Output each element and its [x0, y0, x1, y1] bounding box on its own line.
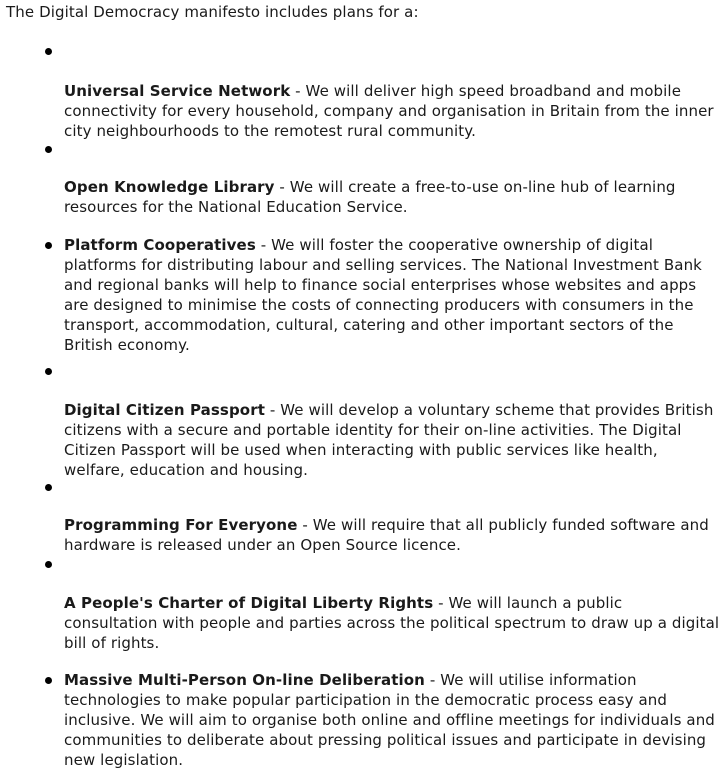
item-description: We will deliver high speed broadband and mobile connectivity for every household, company and organisation in Britain from the inner city neighbourhoods to the remotest rural community. — [64, 82, 714, 140]
item-name: Platform Cooperatives — [64, 236, 256, 254]
item-name: A People's Charter of Digital Liberty Rights — [64, 594, 434, 612]
bullet-icon — [45, 368, 52, 375]
item-description: We will develop a voluntary scheme that provides British citizens with a secure and portable identity for their on-line activities. The Digital Citizen Passport will be used when interacting with public services like health, welfare, education and housing. — [64, 401, 714, 479]
bullet-icon — [45, 561, 52, 568]
bullet-icon — [45, 48, 52, 55]
item-separator: - — [424, 671, 441, 689]
item-separator: - — [433, 594, 449, 612]
list-item — [64, 670, 720, 770]
item-description: We will launch a public consultation with people and parties across the political spectrum to draw up a digital bill of rights. — [64, 594, 720, 652]
item-description: We will create a free-to-use on-line hub of learning resources for the National Education Service. — [64, 178, 676, 216]
bullet-icon — [45, 242, 52, 249]
item-name: Massive Multi-Person On-line Deliberation — [64, 671, 425, 689]
item-description: We will foster the cooperative ownership of digital platforms for distributing labour and selling services. The National Investment Bank and regional banks will help to finance social enterprises whose websites and apps are designed to minimise the costs of connecting producers with consumers in the transport, accommodation, cultural, catering and other important sectors of the British economy. — [64, 236, 702, 354]
item-name: Programming For Everyone — [64, 516, 298, 534]
list-item — [64, 515, 720, 555]
item-description: We will utilise information technologies to make popular participation in the democratic process easy and inclusive. We will aim to organise both online and offline meetings for individuals and communities to deliberate about pressing political issues and participate in devising new legislation. — [64, 671, 715, 769]
item-separator: - — [264, 401, 281, 419]
item-separator: - — [297, 516, 313, 534]
list-item — [64, 593, 720, 653]
item-name: Universal Service Network — [64, 82, 291, 100]
intro-text: The Digital Democracy manifesto includes plans for a: — [6, 3, 419, 21]
bullet-icon — [45, 677, 52, 684]
list-item — [64, 81, 720, 141]
list-item — [64, 400, 720, 480]
bullet-icon — [45, 146, 52, 153]
item-name: Digital Citizen Passport — [64, 401, 265, 419]
list-item — [64, 177, 720, 217]
item-separator: - — [290, 82, 306, 100]
list-item — [64, 235, 720, 355]
bullet-icon — [45, 484, 52, 491]
item-separator: - — [255, 236, 272, 254]
item-description: We will require that all publicly funded software and hardware is released under an Open Source licence. — [64, 516, 709, 554]
item-name: Open Knowledge Library — [64, 178, 275, 196]
item-separator: - — [274, 178, 290, 196]
